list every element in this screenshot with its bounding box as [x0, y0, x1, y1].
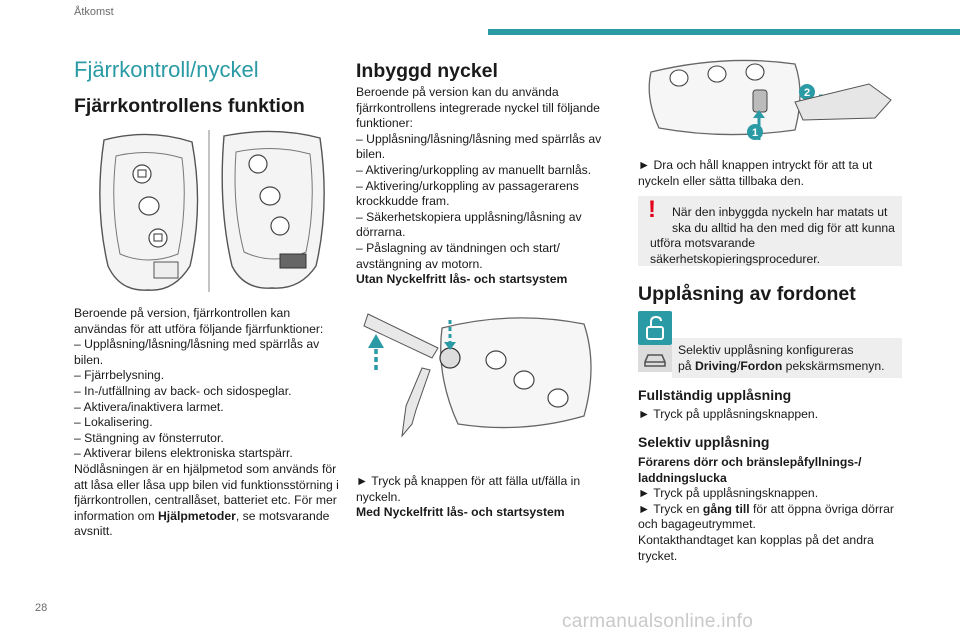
callout-1-label: 1: [751, 127, 759, 139]
text-line: ► Tryck på knappen för att fälla ut/fälla in: [356, 474, 581, 488]
car-icon: [638, 345, 672, 372]
text-line: När den inbyggda nyckeln har matats ut: [672, 205, 888, 219]
text-line: – Påslagning av tändningen och start/: [356, 240, 560, 255]
text-line: Kontakthandtaget kan kopplas på det andra: [638, 532, 874, 547]
text-line: ► Tryck på upplåsningsknappen.: [638, 407, 819, 421]
text-line: – Upplåsning/låsning/låsning med spärrlås av: [74, 337, 320, 352]
subheading-full-unlock: Fullständig upplåsning: [638, 387, 792, 403]
text-line: bilen.: [74, 352, 104, 367]
text-line: Förarens dörr och bränslepåfyllnings-/: [638, 455, 862, 469]
text-line: ► Dra och håll knappen intryckt för att ta ut: [638, 158, 873, 172]
section-heading-remote: Fjärrkontrollens funktion: [74, 95, 305, 117]
text-line: Selektiv upplåsning konfigureras: [678, 343, 854, 357]
page-number: 28: [35, 602, 48, 614]
header-accent-bar: [488, 29, 960, 35]
text-line: utföra motsvarande: [650, 236, 756, 251]
text-line: avstängning av motorn.: [356, 256, 483, 271]
subheading: Med Nyckelfritt lås- och startsystem: [356, 505, 565, 520]
column-1-body: [74, 306, 344, 540]
text-line: på Driving/Fordon pekskärmsmenyn.: [678, 358, 885, 373]
column-2-body: [356, 85, 606, 288]
text-line: – Säkerhetskopiera upplåsning/låsning av: [356, 209, 582, 224]
text-line: krockkudde fram.: [356, 194, 450, 209]
warning-text: [638, 205, 902, 267]
text-line: nyckeln eller sätta tillbaka den.: [638, 173, 804, 188]
key-fold-illustration: [362, 306, 602, 456]
section-label: Åtkomst: [74, 6, 114, 18]
text-line: att låsa eller låsa upp bilen vid funktionsstörning i: [74, 477, 339, 492]
page-title: Fjärrkontroll/nyckel: [74, 57, 259, 82]
text-line: fjärrkontrollen, centrallåset, batteriet etc. För mer: [74, 493, 337, 508]
text-line: – Fjärrbelysning.: [74, 368, 165, 383]
text-line: – Stängning av fönsterrutor.: [74, 430, 224, 445]
note-text: [678, 343, 904, 374]
key-extract-illustration: [645, 48, 895, 146]
full-unlock-text: [638, 407, 908, 423]
text-line: Nödlåsningen är en hjälpmetod som används för: [74, 461, 337, 476]
reference-link[interactable]: Hjälpmetoder: [158, 508, 236, 523]
text-line: – Upplåsning/låsning/låsning med spärrlås av: [356, 131, 602, 146]
text-line: Beroende på version kan du använda: [356, 85, 559, 99]
remote-open-figure: [222, 131, 324, 288]
callout-2-label: 2: [803, 87, 811, 99]
text-line: – In-/utfällning av back- och sidospeglar.: [74, 383, 292, 398]
subheading: Utan Nyckelfritt lås- och startsystem: [356, 272, 568, 287]
text-line: laddningslucka: [638, 470, 727, 485]
text-line: säkerhetskopieringsprocedurer.: [650, 251, 821, 266]
text-line: och bagageutrymmet.: [638, 517, 756, 532]
column-2-body-lower: [356, 474, 606, 521]
watermark: carmanualsonline.info: [562, 611, 754, 632]
text-line: Beroende på version, fjärrkontrollen kan: [74, 306, 291, 320]
text-line: ► Tryck en gång till för att öppna övriga dörrar: [638, 501, 894, 516]
text-line: dörrarna.: [356, 225, 406, 240]
text-line: – Aktiverar bilens elektroniska startspärr.: [74, 446, 293, 461]
text-line: ska du alltid ha den med dig för att kunna: [672, 220, 895, 235]
text-line: funktioner:: [356, 116, 413, 131]
text-line: bilen.: [356, 147, 386, 162]
subheading-selective-unlock: Selektiv upplåsning: [638, 434, 770, 450]
section-heading-unlock: Upplåsning av fordonet: [638, 283, 856, 305]
text-line: avsnitt.: [74, 524, 113, 539]
selective-unlock-text: [638, 455, 908, 564]
text-line: användas för att utföra följande fjärrfunktioner:: [74, 321, 324, 336]
text-line: ► Tryck på upplåsningsknappen.: [638, 486, 819, 501]
remote-closed-figure: [100, 134, 198, 290]
text-line-with-link: information om Hjälpmetoder, se motsvarande: [74, 508, 330, 523]
text-line: trycket.: [638, 548, 678, 563]
text-line: fjärrkontrollens integrerade nyckel till följande: [356, 100, 600, 115]
remote-control-illustration: [74, 126, 344, 296]
text-line: nyckeln.: [356, 489, 401, 504]
text-line: – Lokalisering.: [74, 415, 153, 430]
text-line: – Aktivering/urkoppling av manuellt barnlås.: [356, 162, 592, 177]
text-line: – Aktivering/urkoppling av passagerarens: [356, 178, 579, 193]
section-heading-key: Inbyggd nyckel: [356, 60, 498, 82]
column-3-instruction: [638, 158, 908, 189]
warning-icon: !: [648, 196, 656, 223]
unlock-icon: [638, 311, 672, 345]
text-line: – Aktivera/inaktivera larmet.: [74, 399, 224, 414]
